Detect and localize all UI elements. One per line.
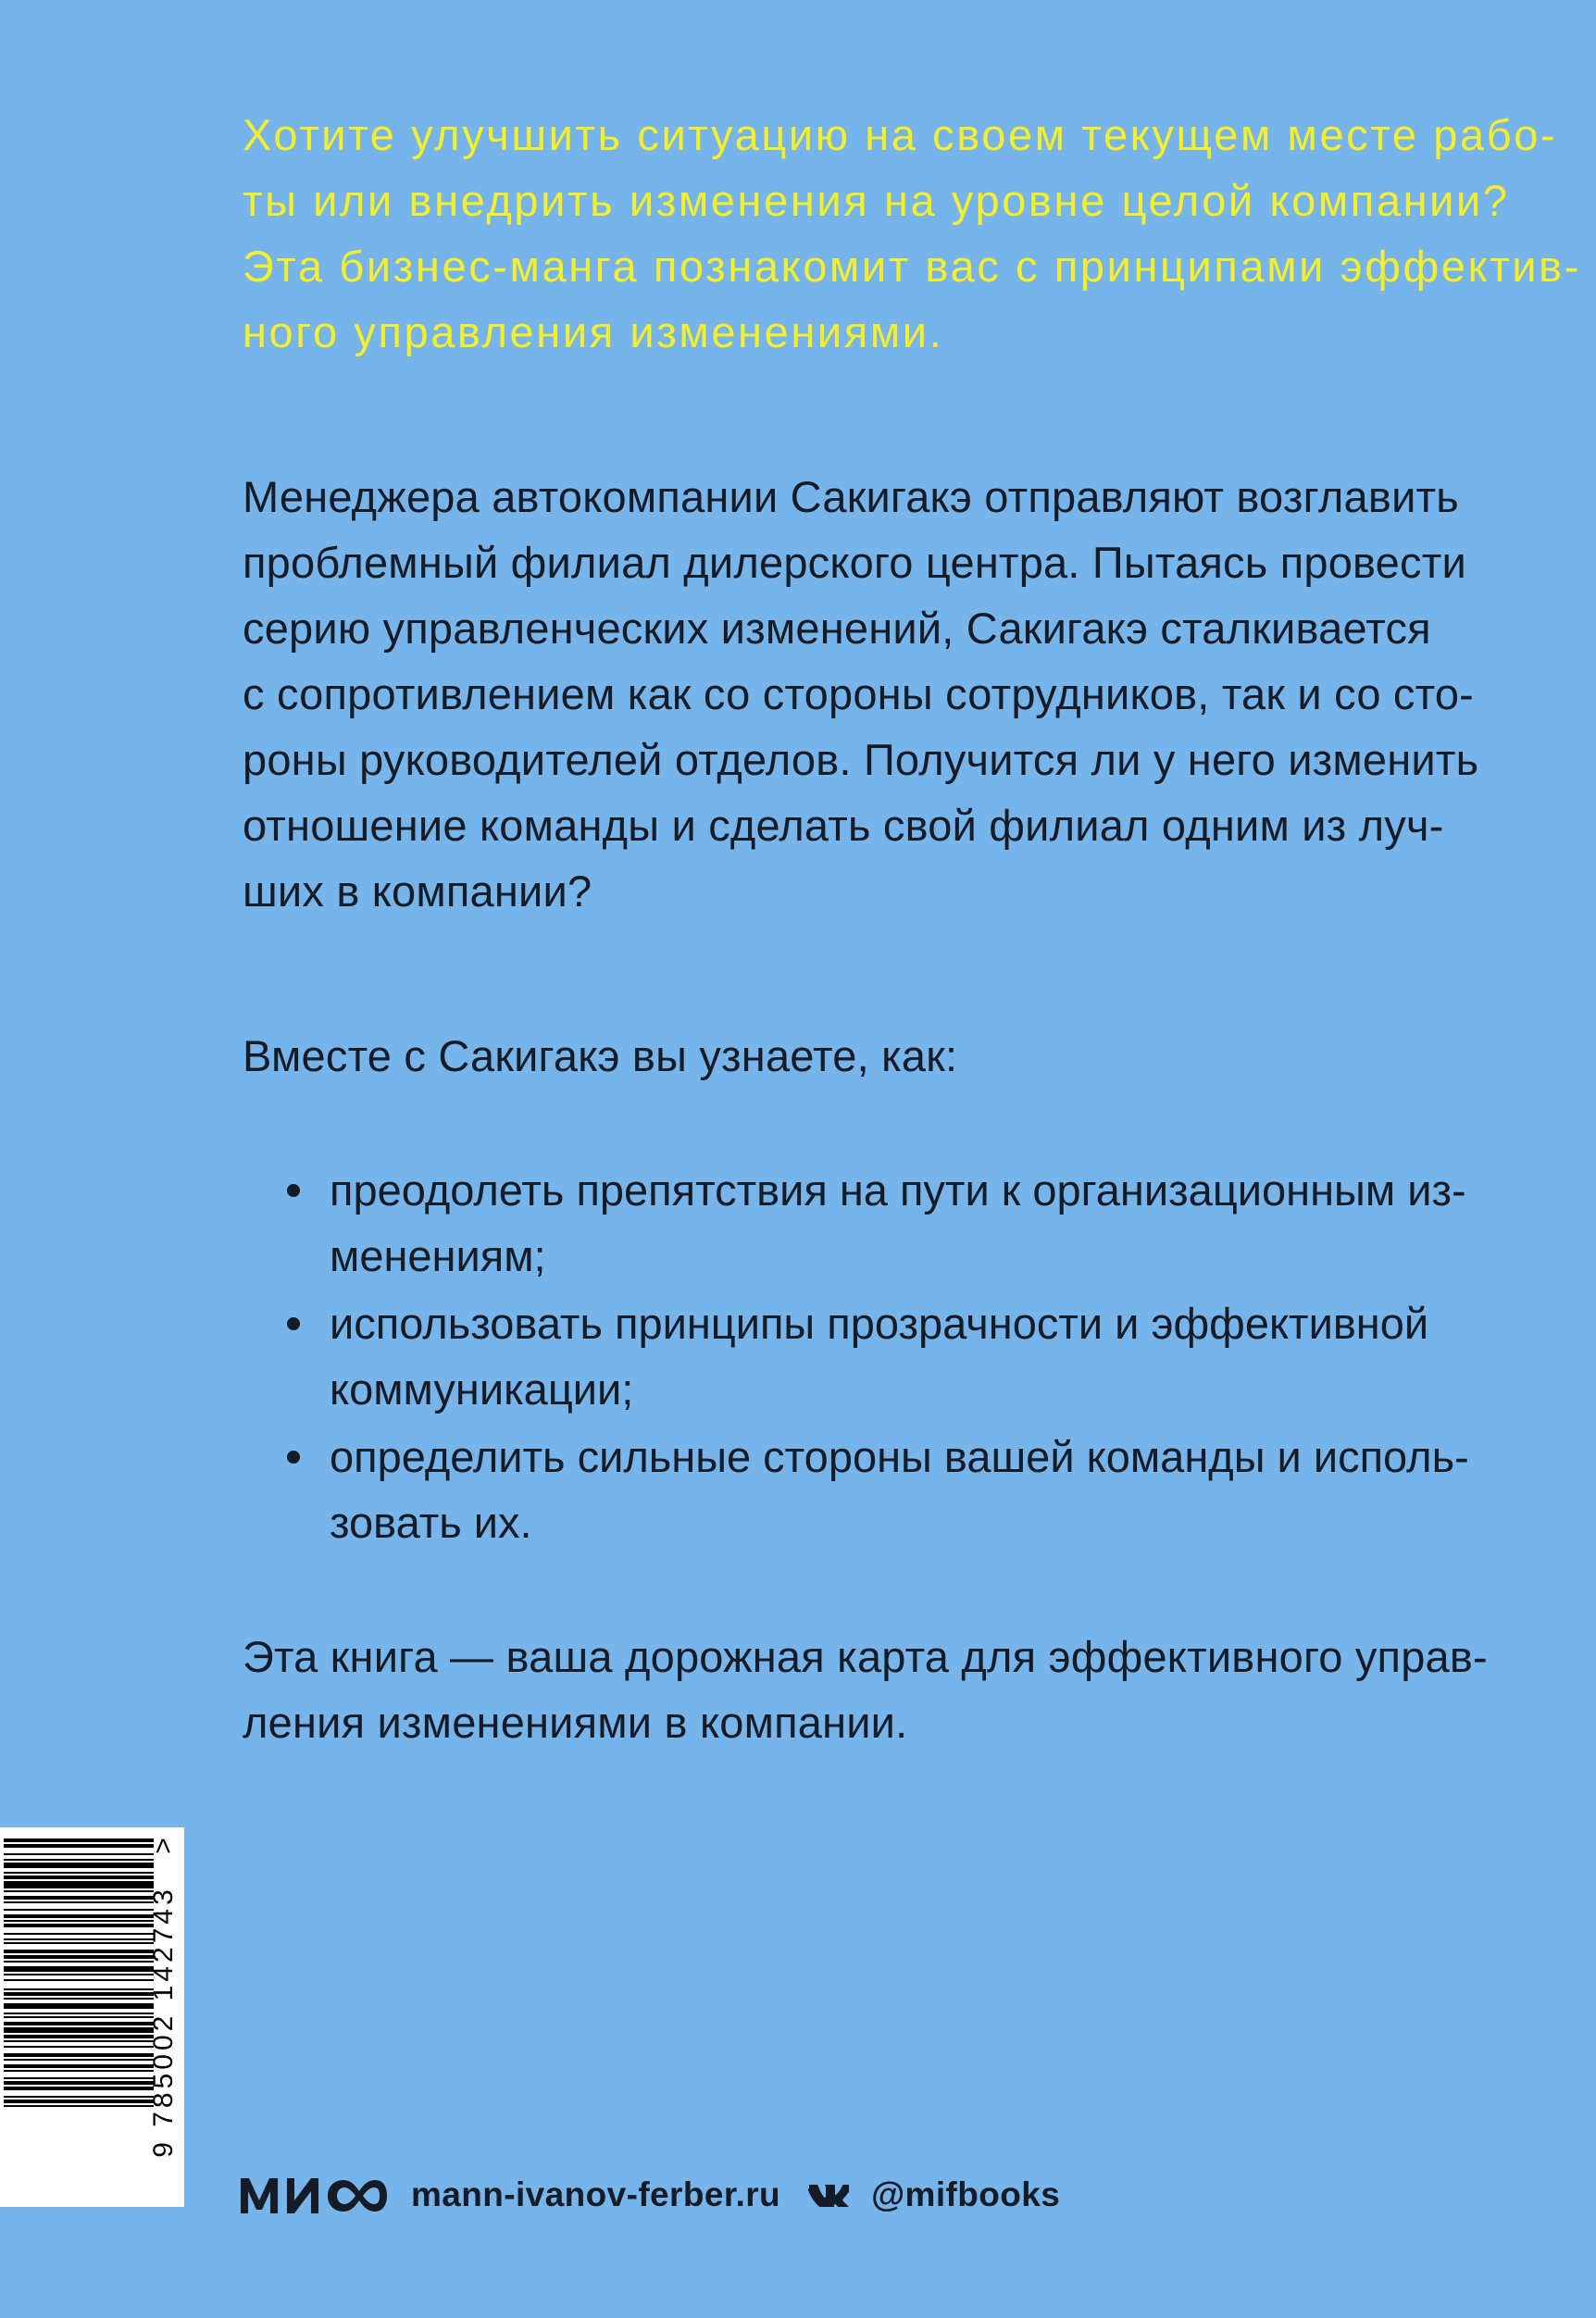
barcode-bar — [4, 1859, 154, 1861]
back-cover-text — [243, 102, 1581, 1755]
website-link[interactable]: mann-ivanov-ferber.ru — [411, 2175, 781, 2213]
barcode-bar — [4, 1924, 154, 1927]
barcode-bar — [4, 2059, 154, 2061]
barcode-bar — [4, 1896, 154, 1900]
closing-paragraph — [243, 1624, 1513, 1755]
barcode-bar — [4, 2035, 154, 2038]
list-item-line: менениям; — [330, 1231, 546, 1280]
barcode-bar — [4, 1920, 154, 1922]
barcode-bar — [4, 1938, 154, 1940]
barcode-bar — [4, 1992, 154, 1996]
barcode-bar — [4, 2087, 154, 2090]
lead-line: ты или внедрить изменения на уровне целой компании? — [243, 176, 1510, 225]
barcode-bar — [4, 2027, 154, 2033]
barcode-bar — [4, 1998, 154, 2000]
barcode-bar — [4, 1974, 154, 1975]
barcode-bar — [4, 2100, 154, 2103]
barcode-bar — [4, 1942, 154, 1944]
barcode-bar — [4, 2064, 154, 2068]
barcode-bar — [4, 1933, 154, 1935]
lead-paragraph — [243, 102, 1581, 365]
social-handle[interactable]: @mifbooks — [871, 2175, 1061, 2213]
isbn-barcode — [0, 1827, 184, 2207]
barcode-bar — [4, 1979, 154, 1981]
barcode-bar — [4, 1881, 154, 1888]
barcode-bar — [4, 1961, 154, 1963]
barcode-bar — [4, 1872, 154, 1874]
synopsis-line: роны руководителей отделов. Получится ли у него изменить — [243, 735, 1479, 784]
barcode-bar — [4, 2046, 154, 2048]
synopsis-line: отношение команды и сделать свой филиал одним из луч- — [243, 801, 1444, 850]
list-item-line: зовать их. — [330, 1498, 532, 1547]
synopsis-line: ших в компании? — [243, 866, 592, 916]
barcode-bar — [4, 2096, 154, 2098]
barcode-bar — [4, 1901, 154, 1903]
barcode-bar — [4, 1838, 154, 1842]
barcode-bar — [4, 1853, 154, 1855]
bullet-icon — [287, 1317, 300, 1330]
list-item-line: преодолеть препятствия на пути к организационным из- — [330, 1165, 1466, 1215]
synopsis-line: Менеджера автокомпании Сакигакэ отправляют возглавить — [243, 472, 1459, 521]
vk-icon[interactable] — [808, 2183, 849, 2207]
list-item-line: определить сильные стороны вашей команды и исполь- — [330, 1432, 1469, 1481]
barcode-bar — [4, 2003, 154, 2009]
barcode-bar — [4, 1966, 154, 1972]
barcode-bar — [4, 2077, 154, 2079]
barcode-bar — [4, 2016, 154, 2018]
barcode-bar — [4, 1988, 154, 1990]
list-item — [243, 1157, 1513, 1289]
barcode-graphic — [0, 1827, 184, 2207]
barcode-quiet-zone-mark: > — [148, 1838, 179, 1854]
bullet-icon — [287, 1451, 300, 1464]
barcode-bar — [4, 1914, 154, 1918]
barcode-bar — [4, 1955, 154, 1959]
barcode-bar — [4, 1909, 154, 1911]
benefits-list — [243, 1157, 1513, 1555]
publisher-logo — [239, 2173, 387, 2217]
list-item-line: коммуникации; — [330, 1365, 634, 1414]
barcode-bar — [4, 2053, 154, 2057]
barcode-bar — [4, 2070, 154, 2072]
closing-line: ления изменениями в компании. — [243, 1698, 908, 1747]
barcode-bar — [4, 1863, 154, 1868]
publisher-footer — [239, 2162, 1060, 2227]
list-item-line: использовать принципы прозрачности и эффективной — [330, 1299, 1429, 1348]
mif-logo-icon — [239, 2173, 387, 2217]
barcode-bar — [4, 2022, 154, 2025]
bullet-icon — [287, 1184, 300, 1197]
barcode-bar — [4, 2105, 154, 2107]
synopsis-paragraph — [243, 464, 1513, 924]
barcode-bar — [4, 1890, 154, 1892]
closing-line: Эта книга — ваша дорожная карта для эффективного управ- — [243, 1632, 1488, 1681]
barcode-bar — [4, 2081, 154, 2085]
synopsis-line: серию управленческих изменений, Сакигакэ сталкивается — [243, 604, 1431, 653]
barcode-bar — [4, 2040, 154, 2042]
synopsis-line: с сопротивлением как со стороны сотрудников, так и со сто- — [243, 669, 1475, 718]
list-item — [243, 1290, 1513, 1422]
lead-line: Эта бизнес-манга познакомит вас с принципами эффектив- — [243, 242, 1581, 291]
barcode-digits: 9 785002 142743 — [148, 1886, 179, 2158]
lead-line: ного управления изменениями. — [243, 307, 944, 356]
barcode-bar — [4, 1876, 154, 1879]
lead-line: Хотите улучшить ситуацию на своем текущем месте рабо- — [243, 110, 1558, 159]
barcode-bar — [4, 2013, 154, 2014]
synopsis-line: проблемный филиал дилерского центра. Пытаясь провести — [243, 538, 1466, 587]
barcode-bar — [4, 1950, 154, 1953]
list-item — [243, 1424, 1513, 1555]
intro-line: Вместе с Сакигакэ вы узнаете, как: — [243, 1031, 958, 1080]
barcode-bar — [4, 1844, 154, 1848]
